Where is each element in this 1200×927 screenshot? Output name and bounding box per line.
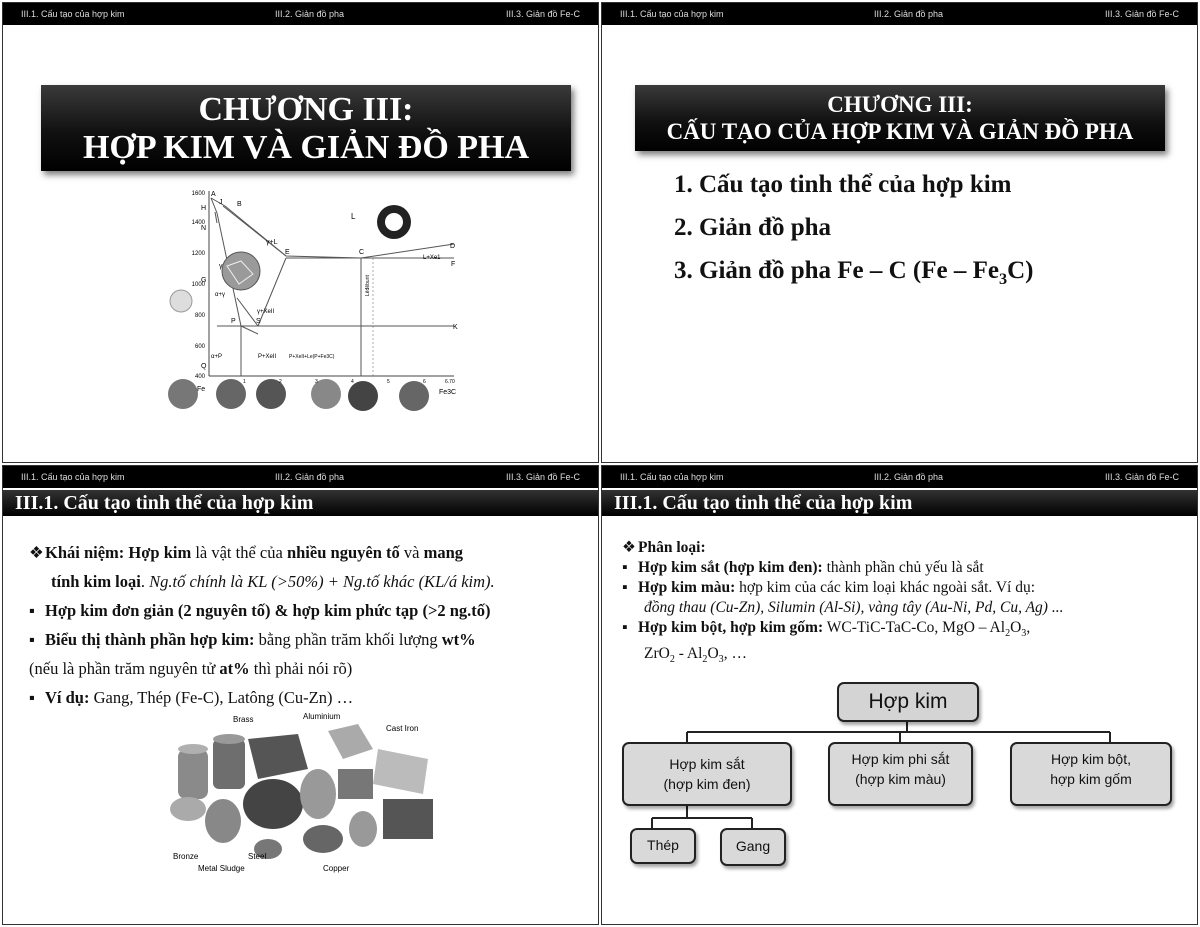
- nav-link-2[interactable]: III.2. Giản đồ pha: [275, 472, 345, 482]
- nav-link-1[interactable]: III.1. Cấu tạo của hợp kim: [21, 472, 125, 482]
- text: thì phải nói rõ): [249, 659, 353, 678]
- bold-text: Hợp kim bột, hợp kim gốm:: [638, 619, 824, 636]
- node-label: hợp kim gốm: [1050, 771, 1132, 787]
- node-label: (hợp kim đen): [663, 776, 751, 792]
- nav-link-2[interactable]: III.2. Giản đồ pha: [874, 472, 944, 482]
- nav-link-1[interactable]: III.1. Cấu tạo của hợp kim: [620, 472, 724, 482]
- bold-text: nhiều nguyên tố: [286, 543, 400, 562]
- nav-link-3[interactable]: III.3. Giản đồ Fe-C: [1104, 472, 1179, 482]
- bold-text: Ví dụ:: [45, 688, 90, 707]
- square-bullet-icon: ▪: [622, 559, 628, 576]
- table-of-contents: [674, 163, 1034, 301]
- temp-label: 400: [194, 374, 205, 380]
- bullet-line: [29, 625, 589, 654]
- tree-node-ferrous: [622, 742, 792, 806]
- chapter-title: [41, 85, 571, 171]
- tick-label: 6.70: [445, 379, 455, 385]
- text: là vật thể của: [191, 543, 287, 562]
- bullet-line: [29, 683, 589, 712]
- nav-link-2[interactable]: III.2. Giản đồ pha: [874, 9, 944, 19]
- text: và: [399, 543, 424, 562]
- microstructure-image: [168, 379, 198, 409]
- slide-body: [29, 538, 589, 712]
- subscript: 2: [1005, 628, 1011, 640]
- bold-text: Khái niệm: Hợp kim: [45, 543, 192, 562]
- region-label: γ+L: [266, 239, 278, 246]
- region-label: L+Xe1: [423, 255, 441, 261]
- point-label: Q: [201, 363, 207, 370]
- microstructure-image: [348, 381, 378, 411]
- title-line-1: CHƯƠNG III:: [198, 91, 414, 128]
- concept-line-2: [29, 567, 589, 596]
- nav-bar: [602, 3, 1197, 25]
- point-label: E: [285, 249, 290, 256]
- temp-label: 800: [194, 313, 205, 319]
- bold-text: Hợp kim sắt (hợp kim đen):: [638, 559, 823, 576]
- microstructure-image: [399, 381, 429, 411]
- nav-link-1[interactable]: III.1. Cấu tạo của hợp kim: [620, 9, 724, 19]
- title-line-1: CHƯƠNG III:: [827, 92, 973, 117]
- point-label: S: [256, 318, 261, 325]
- tree-node-powder: [1010, 742, 1172, 806]
- photo-label: Copper: [323, 864, 350, 873]
- nav-link-2[interactable]: III.2. Giản đồ pha: [275, 9, 345, 19]
- tick-label: 2: [279, 379, 282, 385]
- axis-label-fe3c: Fe3C: [439, 389, 457, 396]
- toc-item-text: 3. Giản đồ pha Fe – C (Fe – Fe: [674, 257, 999, 284]
- node-label: (hợp kim màu): [855, 771, 946, 787]
- square-bullet-icon: ▪: [622, 619, 628, 636]
- bold-text: Biểu thị thành phần hợp kim:: [45, 630, 255, 649]
- section-heading: III.1. Cấu tạo tinh thể của hợp kim: [3, 490, 598, 516]
- region-label: P+XeII+Le(P+Fe3C): [289, 354, 335, 360]
- text: WC-TiC-TaC-Co, MgO – Al: [823, 619, 1006, 636]
- temp-label: 1400: [191, 220, 205, 226]
- node-label: Hợp kim bột,: [1051, 751, 1131, 767]
- point-label: H: [201, 205, 207, 212]
- point-label: P: [231, 318, 236, 325]
- square-bullet-icon: ▪: [29, 688, 35, 707]
- bold-text: mang: [423, 543, 463, 562]
- temp-label: 1000: [191, 282, 205, 288]
- title-line-2: HỢP KIM VÀ GIẢN ĐỒ PHA: [82, 129, 530, 166]
- region-label: γ+XeII: [257, 309, 275, 315]
- photo-label: Brass: [233, 715, 254, 724]
- subscript: 3: [1021, 628, 1027, 640]
- metal-samples-photo: [158, 709, 448, 879]
- text: ZrO: [644, 645, 670, 663]
- subscript: 2: [702, 654, 708, 666]
- slide-1: [2, 2, 599, 463]
- temp-label: 1600: [191, 191, 205, 197]
- italic-text: đồng thau (Cu-Zn), Silumin (Al-Si), vàng tây (Au-Ni, Pd, Cu, Ag) ...: [644, 599, 1064, 616]
- bold-text: Hợp kim đơn giản (2 nguyên tố) & hợp kim phức tạp (>2 ng.tố): [45, 601, 491, 620]
- square-bullet-icon: ▪: [622, 579, 628, 596]
- text: , …: [723, 645, 747, 663]
- photo-label: Cast Iron: [386, 724, 419, 733]
- tick-label: 4: [351, 379, 354, 385]
- bullet-line: [29, 596, 589, 625]
- node-label: Gang: [735, 838, 771, 854]
- section-heading: III.1. Cấu tạo tinh thể của hợp kim: [602, 490, 1197, 516]
- toc-item[interactable]: 1. Cấu tạo tinh thể của hợp kim: [674, 171, 1012, 198]
- microstructure-image: [222, 252, 260, 290]
- text: thành phần chủ yếu là sắt: [822, 559, 984, 576]
- concept-line: [29, 538, 589, 567]
- nav-link-3[interactable]: III.3. Giản đồ Fe-C: [1104, 9, 1179, 19]
- region-label: Lêđêburit: [365, 275, 371, 296]
- region-label: γ: [219, 263, 223, 270]
- title-line-2: CẤU TẠO CỦA HỢP KIM VÀ GIẢN ĐỒ PHA: [666, 119, 1134, 144]
- node-label: Hợp kim phi sắt: [851, 751, 950, 767]
- photo-label: Steel: [248, 852, 267, 861]
- node-label: Hợp kim sắt: [669, 756, 745, 772]
- region-label: α+P: [211, 354, 222, 360]
- diamond-bullet-icon: ❖: [622, 539, 636, 556]
- nav-bar: [3, 466, 598, 488]
- slide-3: [2, 465, 599, 925]
- nav-link-3[interactable]: III.3. Giản đồ Fe-C: [505, 472, 580, 482]
- nav-bar: [3, 3, 598, 25]
- nav-link-3[interactable]: III.3. Giản đồ Fe-C: [505, 9, 580, 19]
- text: .: [140, 572, 150, 591]
- point-label: N: [201, 225, 207, 232]
- node-label: Thép: [647, 837, 679, 853]
- subscript: 2: [669, 654, 675, 666]
- text: O: [1010, 619, 1022, 636]
- point-label: C: [359, 249, 365, 256]
- tree-leaf-castiron: [720, 828, 786, 866]
- tick-label: 1: [243, 379, 246, 385]
- point-label: K: [453, 324, 458, 331]
- text: hợp kim của các kim loại khác ngoài sắt. Ví dụ:: [735, 579, 1036, 596]
- temp-label: 600: [194, 344, 205, 350]
- text: O: [707, 645, 719, 663]
- subscript: 3: [999, 270, 1008, 288]
- bold-text: Phân loại:: [638, 539, 706, 556]
- point-label: D: [450, 243, 456, 250]
- region-label: L: [351, 212, 356, 221]
- point-label: F: [451, 261, 456, 268]
- tick-label: 6: [423, 379, 426, 385]
- point-label: J: [219, 199, 223, 206]
- bold-text: Hợp kim màu:: [638, 579, 736, 596]
- text: - Al: [674, 645, 703, 663]
- region-label: P+XeII: [258, 354, 277, 360]
- text: bằng phần trăm khối lượng: [254, 630, 442, 649]
- tree-node-nonferrous: [828, 742, 973, 806]
- point-label: G: [201, 277, 207, 284]
- tick-label: 3: [315, 379, 318, 385]
- node-label: Hợp kim: [868, 690, 948, 713]
- photo-label: Bronze: [173, 852, 199, 861]
- text: (nếu là phần trăm nguyên tử: [29, 659, 220, 678]
- chapter-title: [635, 85, 1165, 151]
- bold-text: wt%: [441, 630, 476, 649]
- tree-leaf-steel: [630, 828, 696, 864]
- region-label: α+γ: [215, 292, 225, 298]
- toc-item-end: C): [1007, 257, 1034, 284]
- square-bullet-icon: ▪: [29, 601, 35, 620]
- square-bullet-icon: ▪: [29, 630, 35, 649]
- axis-label-fe: Fe: [197, 386, 206, 393]
- temp-label: 1200: [191, 251, 205, 257]
- toc-item[interactable]: [674, 249, 1034, 301]
- fe-c-phase-diagram: [161, 186, 461, 416]
- photo-label: Metal Sludge: [198, 864, 245, 873]
- tick-label: 5: [387, 379, 390, 385]
- photo-label: Aluminium: [303, 712, 341, 721]
- bullet-line-cont: [29, 654, 589, 683]
- tree-root-node: [837, 682, 979, 722]
- microstructure-image: [216, 379, 246, 409]
- subscript: 3: [718, 654, 724, 666]
- point-label: A: [211, 191, 216, 198]
- bold-text: at%: [219, 659, 250, 678]
- text: Gang, Thép (Fe-C), Latông (Cu-Zn) …: [89, 688, 354, 707]
- nav-link-1[interactable]: III.1. Cấu tạo của hợp kim: [21, 9, 125, 19]
- italic-text: Ng.tố chính là KL (>50%) + Ng.tố khác (KL/á kim).: [149, 572, 495, 591]
- toc-item[interactable]: 2. Giản đồ pha: [674, 214, 832, 241]
- bold-text: tính kim loại: [51, 572, 141, 591]
- slide-4: [601, 465, 1198, 925]
- microstructure-image: [170, 290, 192, 312]
- point-label: B: [237, 201, 242, 208]
- diamond-bullet-icon: ❖: [29, 543, 44, 562]
- slide-2: [601, 2, 1198, 463]
- text: ,: [1026, 619, 1031, 636]
